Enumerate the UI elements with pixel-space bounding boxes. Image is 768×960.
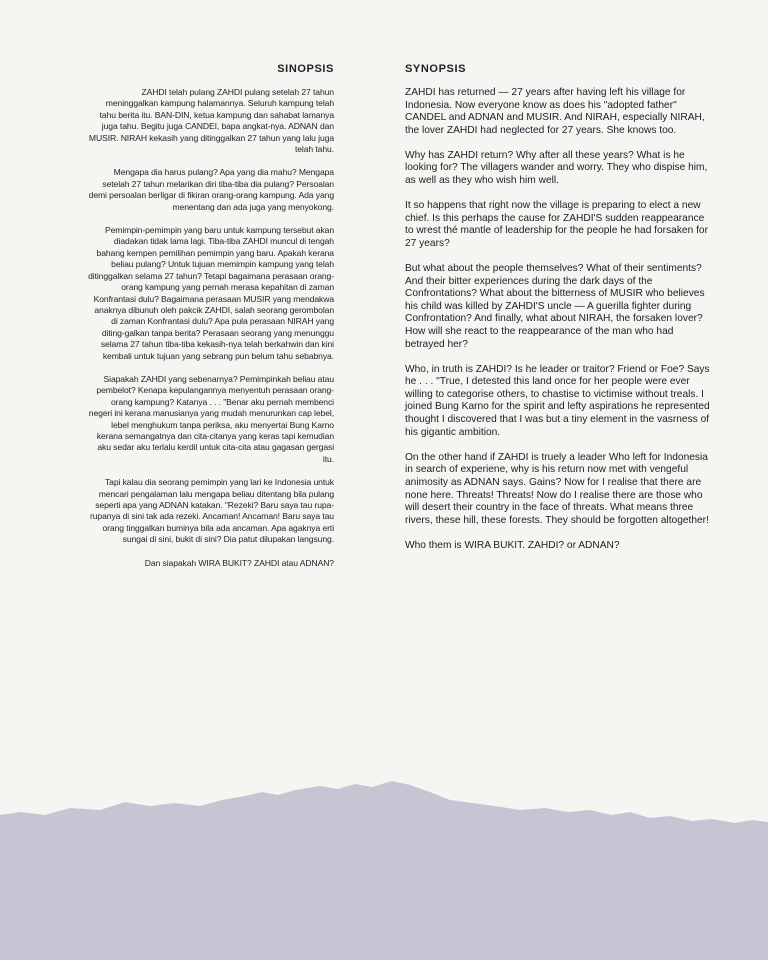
synopsis-paragraph-4: But what about the people themselves? What of their sentiments? And their bitter experiences during the dark days of the Confrontations? What about the bitterness of MUSIR who believes his child was killed by ZAHDI'S uncle — A guerilla fighter during Confrontation? And finally, what about NIRAH, the forsaken lover? How will she react to the reappearance of the man who had betrayed her? [405,263,705,350]
synopsis-column [405,63,710,565]
sinopsis-paragraph-6: Dan siapakah WIRA BUKIT? ZAHDI atau ADNAN? [144,557,334,568]
synopsis-paragraph-2: Why has ZAHDI return? Why after all these years? What is he looking for? The villagers wander and worry. They who dispise him, as well as they who wish him well. [405,149,708,187]
sinopsis-paragraph-3: Pemimpin-pemimpin yang baru untuk kampung tersebut akan diadakan tidak lama lagi. Tiba-tiba ZAHDI muncul di tengah bahang kempen pemilihan pemimpin yang baru. Apakah kerana beliau pulang? Untuk tujuan memimpin kampung yang telah ditinggalkan selama 27 tahun? Tetapi bagaimana perasaan orang-orang kampung yang pernah merasa kepahitan di zaman Konfrantasi dulu? Bagaimana perasaan MUSIR yang mendakwa anaknya dibunuh oleh pakcik ZAHDI, salah seorang gerombolan di zaman Konfrantasi dulu? Apa pula perasaan NIRAH yang diting-galkan tanpa berita? Perasaan seorang yang menunggu selama 27 tahun tiba-tiba kekasih-nya telah berkahwin dan kini kembali untuk tujuan yang sebrang pun belum tahu sebabnya. [88,225,334,361]
sinopsis-paragraph-1: ZAHDI telah pulang ZAHDI pulang setelah 27 tahun meninggalkan kampung halamannya. Seluruh kampung telah tahu berita itu. BAN-DIN, ketua kampung dan sahabat lamanya juga tahu. Begitu juga CANDEI, bapa angkat-nya. ADNAN dan MUSIR. NIRAH kekasih yang ditinggalkan 27 tahun yang lalu juga telah tahu. [88,87,334,155]
synopsis-paragraph-5: Who, in truth is ZAHDI? Is he leader or traitor? Friend or Foe? Says he . . . "True, I detested this land once for her people were ever willing to categorise others, to chastise to victimise without treals. I joined Bung Karno for the spirit and lefty aspirations he represented thought I discovered that I was but a tiny element in the vasrness of his gigantic ambition. [405,363,710,438]
synopsis-heading: SYNOPSIS [405,63,467,75]
sinopsis-column [88,63,334,581]
sinopsis-heading: SINOPSIS [277,63,334,75]
synopsis-paragraph-3: It so happens that right now the village is preparing to elect a new chief. Is this perhaps the cause for ZAHDI'S sudden reappearance to wrest thé mantle of leadership for the people he had forsaken for 27 years? [405,200,708,249]
synopsis-paragraph-6: On the other hand if ZAHDI is truely a leader Who left for Indonesia in search of experiene, why is his return now met with vengeful animosity as ADNAN says. Gains? Now for I realise that there are none here. Threats! Threats! Now do I realise there are those who will desert their country in the face of threats. What means three rivers, these hill, these forests. They should be forgotten altogether! [405,451,709,526]
sinopsis-paragraph-5: Tapi kalau dia seorang pemimpin yang lari ke Indonesia untuk mencari pengalaman lalu mengapa beliau ditentang bila pulang seperti apa yang ADNAN katakan. "Rezeki? Baru saya tau rupa-rupanya di sini tak ada rezeki. Ancaman! Ancaman! Baru saya tau orang tinggalkan buminya bila ada ancaman. Apa agaknya erti sungai di sini, bukit di sini? Dia patut dilupakan langsung. [89,477,334,545]
synopsis-paragraph-1: ZAHDI has returned — 27 years after having left his village for Indonesia. Now everyone know as does his "adopted father" CANDEL and ADNAN and MUSIR. And NIRAH, especially NIRAH, the lover ZAHDI had neglected for 27 years. She knows too. [405,87,705,136]
synopsis-paragraph-7: Who them is WIRA BUKIT. ZAHDI? or ADNAN? [405,539,620,551]
sinopsis-paragraph-2: Mengapa dia harus pulang? Apa yang dia mahu? Mengapa setelah 27 tahun melarikan diri tiba-tiba dia pulang? Persoalan demi persoalan berligar di fikiran orang-orang kampung. Ada yang menentang dan ada juga yang menyokong. [88,167,334,212]
sinopsis-paragraph-4: Siapakah ZAHDI yang sebenarnya? Pemimpinkah beliau atau pembelot? Kenapa kepulangannya menyentuh perasaan orang-orang kampung? Katanya . . . "Benar aku pernah membenci negeri ini kerana manusianya yang mudah menurunkan cap lebel, lebel menghukum tanpa periksa, aku menyertai Bung Karno kerana semangatnya dan cita-citanya yang keras tapi kemudian aku sedar aku terlalu kerdil untuk cita-cita atau gagasan gergasi itu. [88,373,334,464]
